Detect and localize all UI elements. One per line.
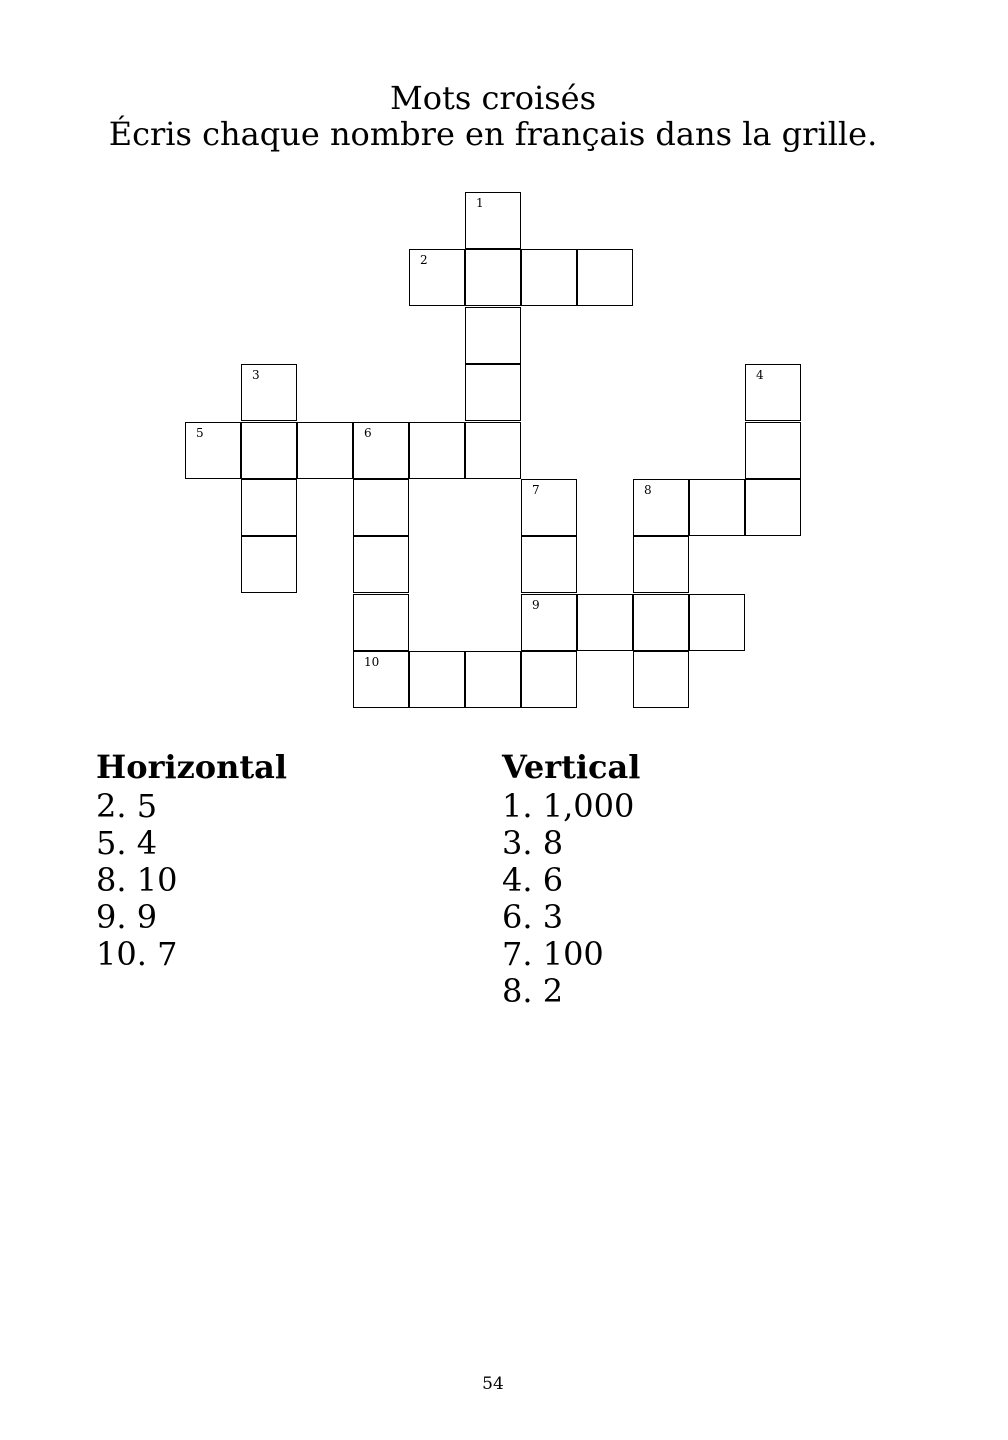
clue-item: 7. 100: [502, 935, 604, 973]
clue-item: 3. 8: [502, 824, 564, 862]
grid-cell[interactable]: [521, 651, 577, 708]
grid-cell[interactable]: [633, 651, 689, 708]
grid-cell[interactable]: [465, 249, 521, 306]
clue-item: 5. 4: [96, 824, 158, 862]
clue-item: 9. 9: [96, 898, 158, 936]
clue-item: 10. 7: [96, 935, 178, 973]
cell-number: 6: [364, 426, 372, 440]
grid-cell[interactable]: [521, 594, 577, 651]
cell-number: 1: [476, 196, 484, 210]
grid-cell[interactable]: [689, 479, 745, 536]
clue-item: 8. 2: [502, 972, 564, 1010]
grid-cell[interactable]: [353, 479, 409, 536]
grid-cell[interactable]: [409, 651, 465, 708]
clues-horizontal-heading: Horizontal: [96, 748, 288, 786]
grid-cell[interactable]: [241, 364, 297, 421]
grid-cell[interactable]: [689, 594, 745, 651]
clues-horizontal-list: [96, 788, 287, 973]
grid-cell[interactable]: [241, 536, 297, 593]
page-title: Mots croisés: [390, 79, 596, 117]
grid-cell[interactable]: [465, 422, 521, 479]
grid-cell[interactable]: [353, 422, 409, 479]
clue-item: 2. 5: [96, 787, 158, 825]
clues-horizontal: [96, 748, 287, 973]
grid-cell[interactable]: [241, 479, 297, 536]
grid-cell[interactable]: [409, 422, 465, 479]
clue-item: 4. 6: [502, 861, 564, 899]
grid-cell[interactable]: [577, 249, 633, 306]
clue-item: 1. 1,000: [502, 787, 635, 825]
cell-number: 5: [196, 426, 204, 440]
grid-cell[interactable]: [465, 192, 521, 249]
grid-cell[interactable]: [353, 594, 409, 651]
cell-number: 7: [532, 483, 540, 497]
clue-item: 6. 3: [502, 898, 564, 936]
grid-cell[interactable]: [521, 249, 577, 306]
grid-cell[interactable]: [297, 422, 353, 479]
grid-cell[interactable]: [185, 422, 241, 479]
page-instructions: Écris chaque nombre en français dans la grille.: [108, 115, 878, 153]
clues-vertical-list: [502, 788, 640, 1010]
grid-cell[interactable]: [241, 422, 297, 479]
grid-cell[interactable]: [745, 479, 801, 536]
cell-number: 8: [644, 483, 652, 497]
cell-number: 4: [756, 368, 764, 382]
grid-cell[interactable]: [465, 651, 521, 708]
clue-item: 8. 10: [96, 861, 178, 899]
grid-cell[interactable]: [633, 594, 689, 651]
grid-cell[interactable]: [409, 249, 465, 306]
grid-cell[interactable]: [353, 536, 409, 593]
grid-cell[interactable]: [745, 422, 801, 479]
cell-number: 10: [364, 655, 380, 669]
clues-vertical: [502, 748, 640, 1010]
grid-cell[interactable]: [465, 307, 521, 364]
grid-cell[interactable]: [465, 364, 521, 421]
grid-cell[interactable]: [745, 364, 801, 421]
grid-cell[interactable]: [577, 594, 633, 651]
grid-cell[interactable]: [521, 536, 577, 593]
page-number: 54: [482, 1374, 504, 1394]
grid-cell[interactable]: [353, 651, 409, 708]
grid-cell[interactable]: [633, 479, 689, 536]
cell-number: 3: [252, 368, 260, 382]
grid-cell[interactable]: [633, 536, 689, 593]
cell-number: 2: [420, 253, 428, 267]
grid-cell[interactable]: [521, 479, 577, 536]
clues-vertical-heading: Vertical: [502, 748, 641, 786]
cell-number: 9: [532, 598, 540, 612]
